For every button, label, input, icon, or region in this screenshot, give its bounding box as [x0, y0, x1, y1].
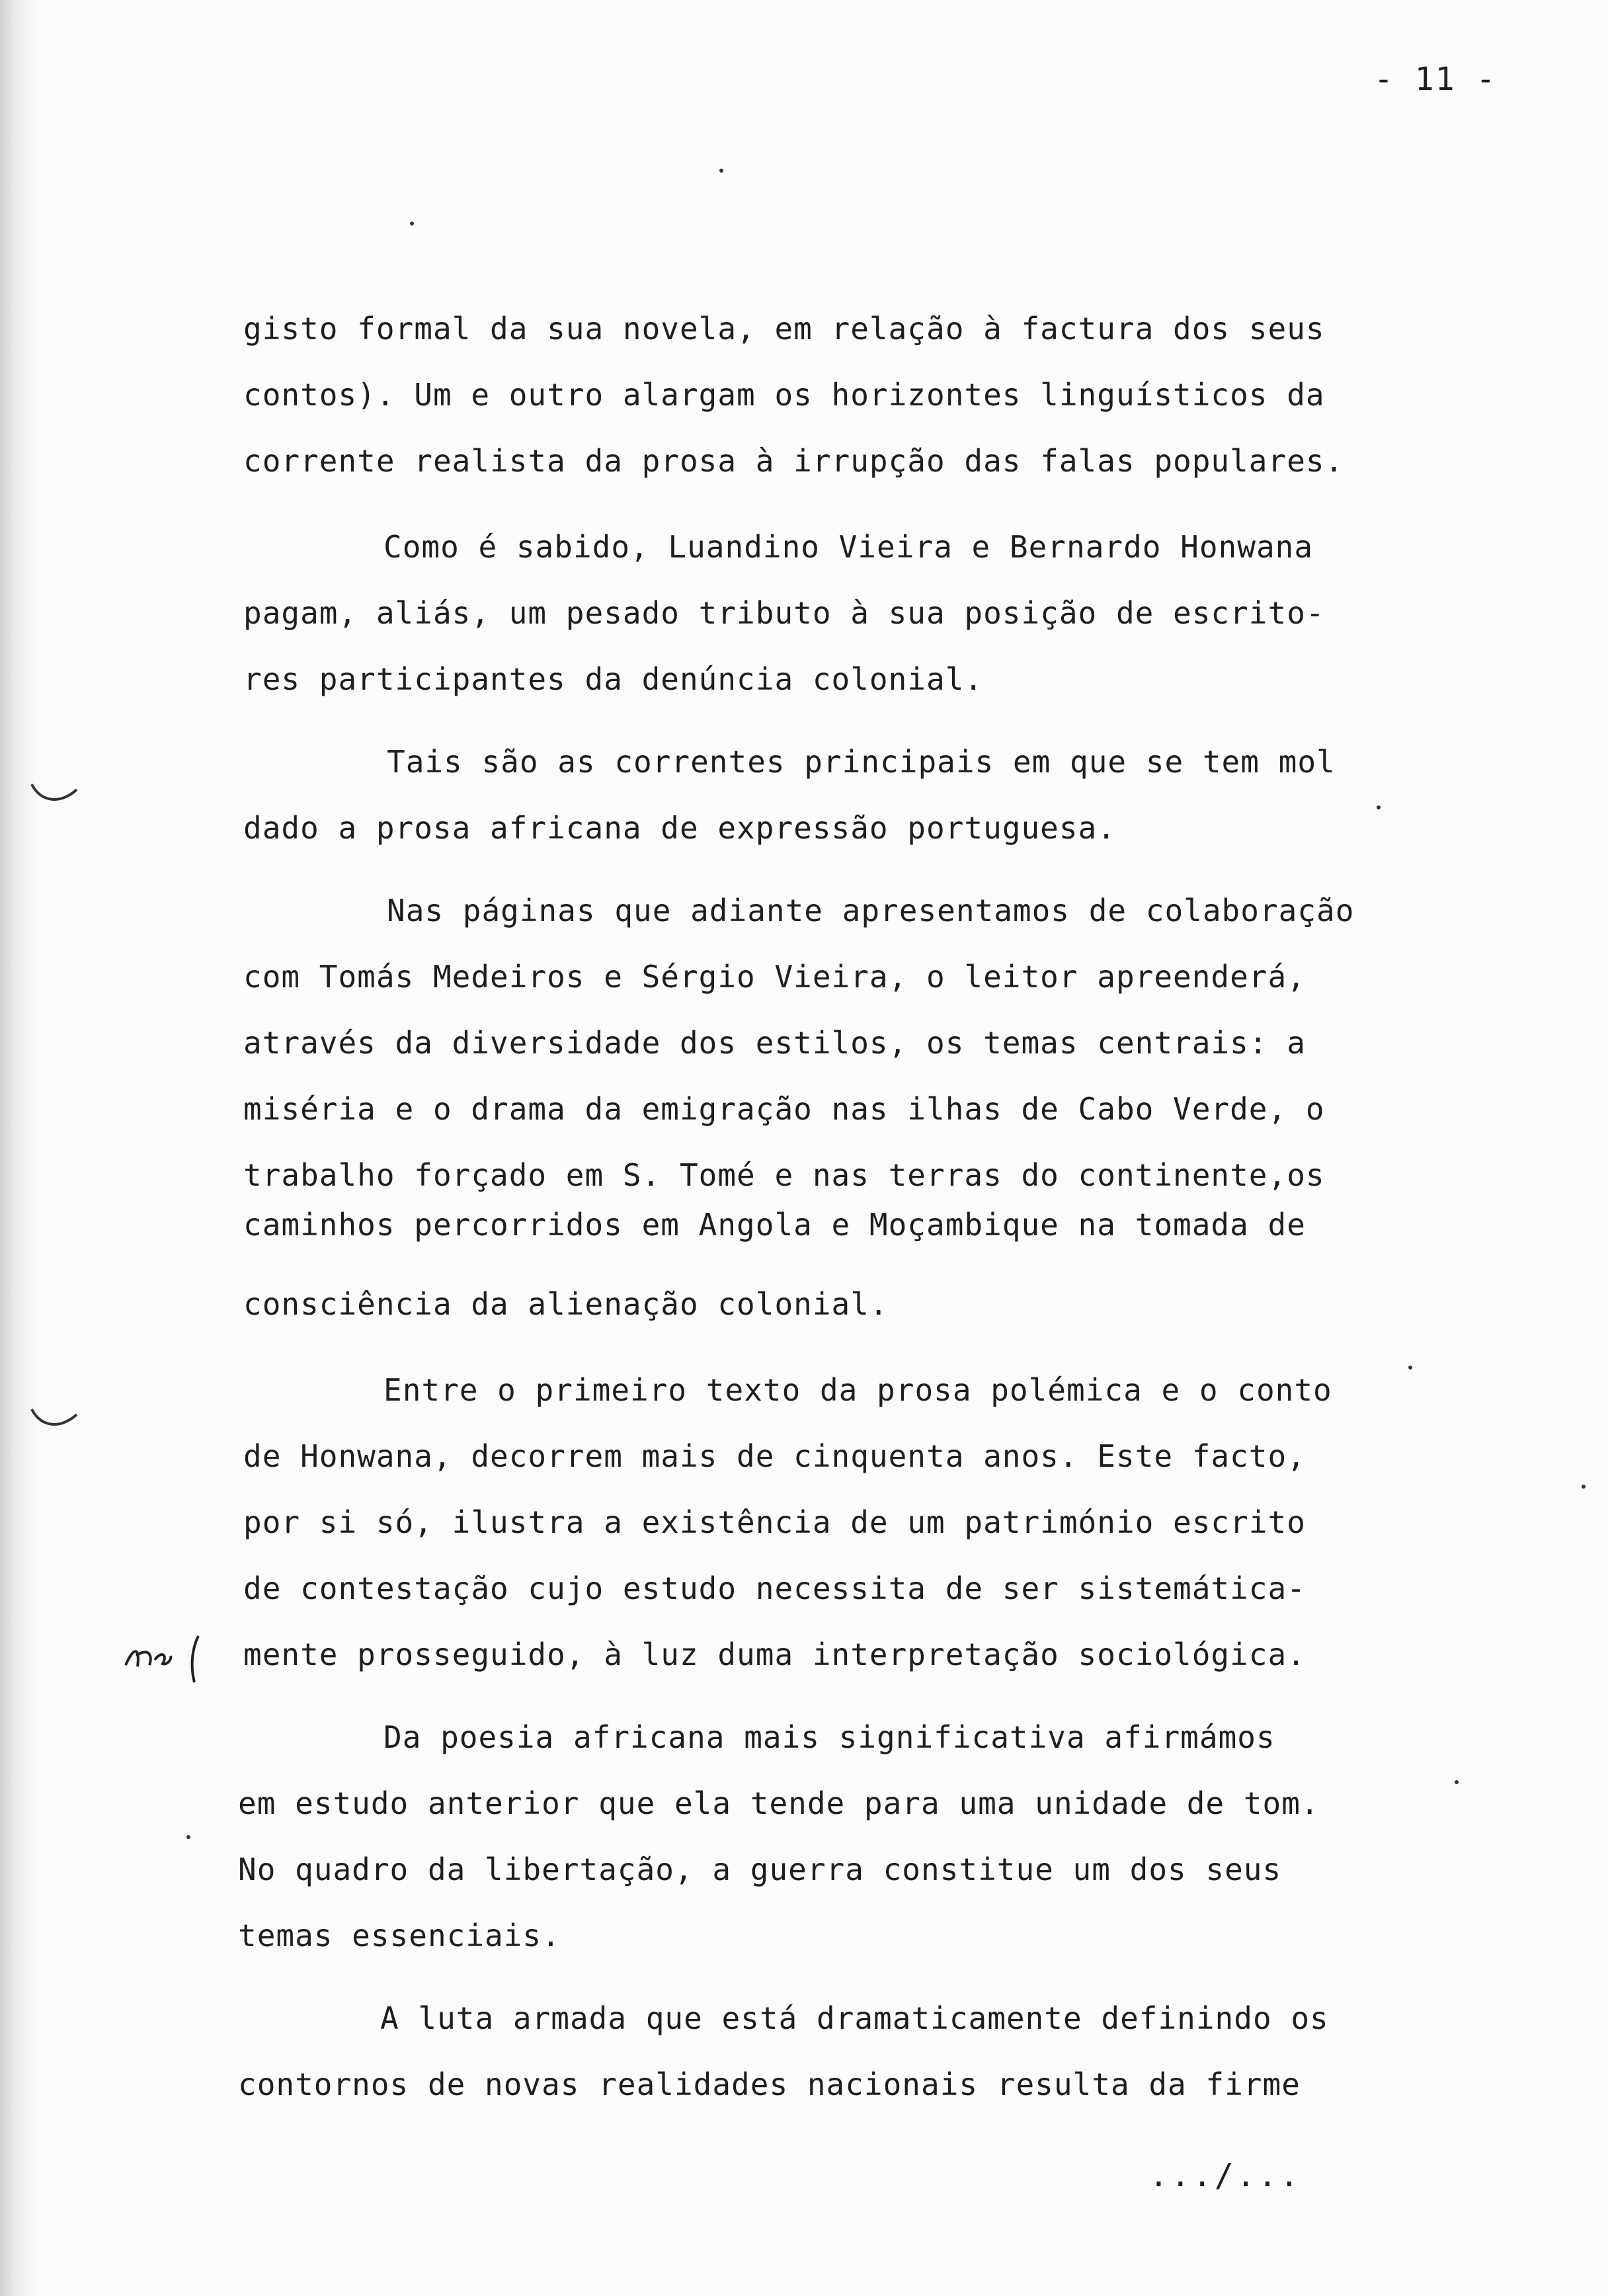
handwritten-margin-note	[120, 1627, 226, 1686]
text-line: mente prosseguido, à luz duma interpretação sociológica.	[243, 1637, 1306, 1672]
text-line: Nas páginas que adiante apresentamos de colaboração	[387, 893, 1355, 928]
text-line: temas essenciais.	[238, 1918, 561, 1953]
text-line: Da poesia africana mais significativa afirmámos	[383, 1719, 1275, 1755]
text-line: trabalho forçado em S. Tomé e nas terras do continente,os	[243, 1157, 1325, 1193]
text-line: de Honwana, decorrem mais de cinquenta anos. Este facto,	[243, 1438, 1306, 1474]
text-line: miséria e o drama da emigração nas ilhas de Cabo Verde, o	[243, 1091, 1325, 1127]
text-line: consciência da alienação colonial.	[243, 1286, 889, 1322]
text-line: A luta armada que está dramaticamente definindo os	[380, 2000, 1329, 2036]
text-line: gisto formal da sua novela, em relação à factura dos seus	[243, 311, 1325, 347]
page-number: - 11 -	[1374, 61, 1497, 98]
text-line: contos). Um e outro alargam os horizontes linguísticos da	[243, 377, 1325, 413]
text-line: Tais são as correntes principais em que se tem mol	[387, 744, 1336, 780]
margin-hook-mark	[28, 780, 81, 807]
scan-speck	[1408, 1366, 1412, 1370]
text-line: caminhos percorridos em Angola e Moçambique na tomada de	[243, 1207, 1306, 1243]
text-line: por si só, ilustra a existência de um património escrito	[243, 1504, 1306, 1540]
scan-speck	[719, 169, 723, 173]
scan-speck	[1455, 1780, 1459, 1784]
text-line: em estudo anterior que ela tende para uma unidade de tom.	[238, 1785, 1320, 1821]
text-line: com Tomás Medeiros e Sérgio Vieira, o leitor apreenderá,	[243, 959, 1306, 995]
text-line: corrente realista da prosa à irrupção das falas populares.	[243, 443, 1344, 479]
text-line: dado a prosa africana de expressão portuguesa.	[243, 810, 1116, 846]
text-line: contornos de novas realidades nacionais resulta da firme	[238, 2067, 1301, 2102]
text-line: Como é sabido, Luandino Vieira e Bernardo Honwana	[383, 529, 1314, 565]
scan-speck	[410, 222, 414, 226]
text-line: No quadro da libertação, a guerra constitue um dos seus	[238, 1852, 1282, 1887]
text-line: através da diversidade dos estilos, os temas centrais: a	[243, 1025, 1306, 1061]
text-line: de contestação cujo estudo necessita de ser sistemática-	[243, 1571, 1306, 1606]
continuation-marker: .../...	[1149, 2157, 1302, 2194]
scan-speck	[186, 1835, 190, 1839]
margin-hook-mark	[28, 1405, 81, 1432]
text-line: Entre o primeiro texto da prosa polémica e o conto	[383, 1372, 1332, 1408]
text-line: pagam, aliás, um pesado tributo à sua posição de escrito-	[243, 595, 1325, 631]
scanned-page-edge	[0, 0, 37, 2296]
scan-speck	[1377, 805, 1381, 809]
scan-speck	[1582, 1485, 1586, 1489]
text-line: res participantes da denúncia colonial.	[243, 661, 984, 697]
